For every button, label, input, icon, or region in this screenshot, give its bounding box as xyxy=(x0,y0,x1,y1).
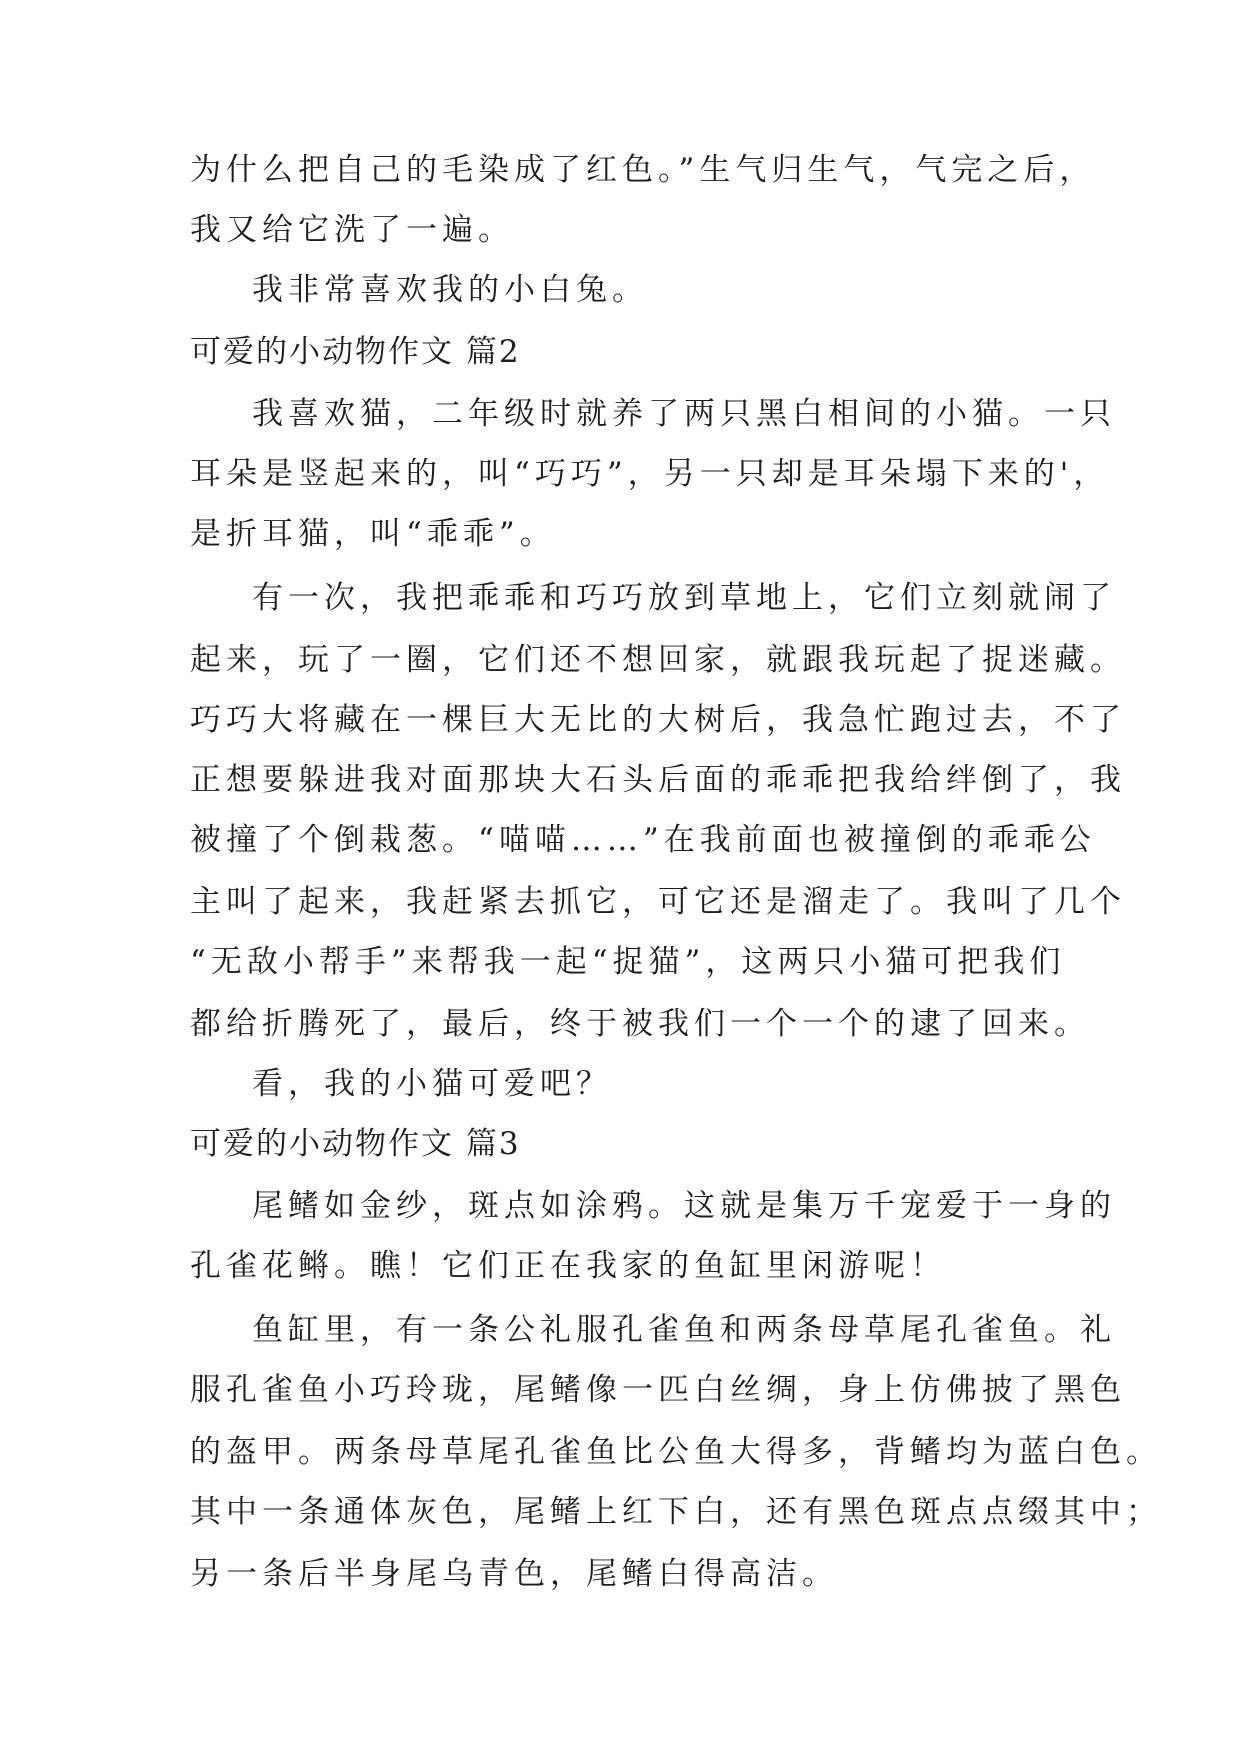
text-line: 是折耳猫，叫“乖乖”。 xyxy=(190,516,556,552)
text-line: 为什么把自己的毛染成了红色。”生气归生气，气完之后， xyxy=(190,152,1096,188)
text-line: 鱼缸里，有一条公礼服孔雀鱼和两条母草尾孔雀鱼。礼 xyxy=(252,1312,1116,1348)
text-line: 耳朵是竖起来的，叫“巧巧”，另一只却是耳朵塌下来的'， xyxy=(190,456,1110,492)
text-line: 我非常喜欢我的小白兔。 xyxy=(252,272,648,308)
text-line: 有一次，我把乖乖和巧巧放到草地上，它们立刻就闹了 xyxy=(252,580,1116,616)
text-line: 我喜欢猫，二年级时就养了两只黑白相间的小猫。一只 xyxy=(252,396,1116,432)
text-line: 的盔甲。两条母草尾孔雀鱼比公鱼大得多，背鳍均为蓝白色。 xyxy=(190,1434,1162,1470)
text-line: 孔雀花鳉。瞧！它们正在我家的鱼缸里闲游呢！ xyxy=(190,1248,946,1284)
text-line: 正想要躲进我对面那块大石头后面的乖乖把我给绊倒了，我 xyxy=(190,762,1126,798)
text-line: 都给折腾死了，最后，终于被我们一个一个的逮了回来。 xyxy=(190,1006,1090,1042)
text-line: 服孔雀鱼小巧玲珑，尾鳍像一匹白丝绸，身上仿佛披了黑色 xyxy=(190,1372,1126,1408)
section-heading: 可爱的小动物作文 篇3 xyxy=(190,1126,521,1162)
text-line: “无敌小帮手”来帮我一起“捉猫”，这两只小猫可把我们 xyxy=(190,944,1066,980)
section-heading: 可爱的小动物作文 篇2 xyxy=(190,334,521,370)
text-line: 看，我的小猫可爱吧？ xyxy=(252,1066,612,1102)
text-line: 主叫了起来，我赶紧去抓它，可它还是溜走了。我叫了几个 xyxy=(190,884,1126,920)
text-line: 我又给它洗了一遍。 xyxy=(190,212,514,248)
text-line: 另一条后半身尾乌青色，尾鳍白得高洁。 xyxy=(190,1556,838,1592)
text-line: 其中一条通体灰色，尾鳍上红下白，还有黑色斑点点缀其中； xyxy=(190,1494,1162,1530)
text-line: 被撞了个倒栽葱。“喵喵……”在我前面也被撞倒的乖乖公 xyxy=(190,822,1096,858)
text-line: 巧巧大将藏在一棵巨大无比的大树后，我急忙跑过去，不了 xyxy=(190,702,1126,738)
text-line: 尾鳍如金纱，斑点如涂鸦。这就是集万千宠爱于一身的 xyxy=(252,1188,1116,1224)
text-line: 起来，玩了一圈，它们还不想回家，就跟我玩起了捉迷藏。 xyxy=(190,642,1126,678)
